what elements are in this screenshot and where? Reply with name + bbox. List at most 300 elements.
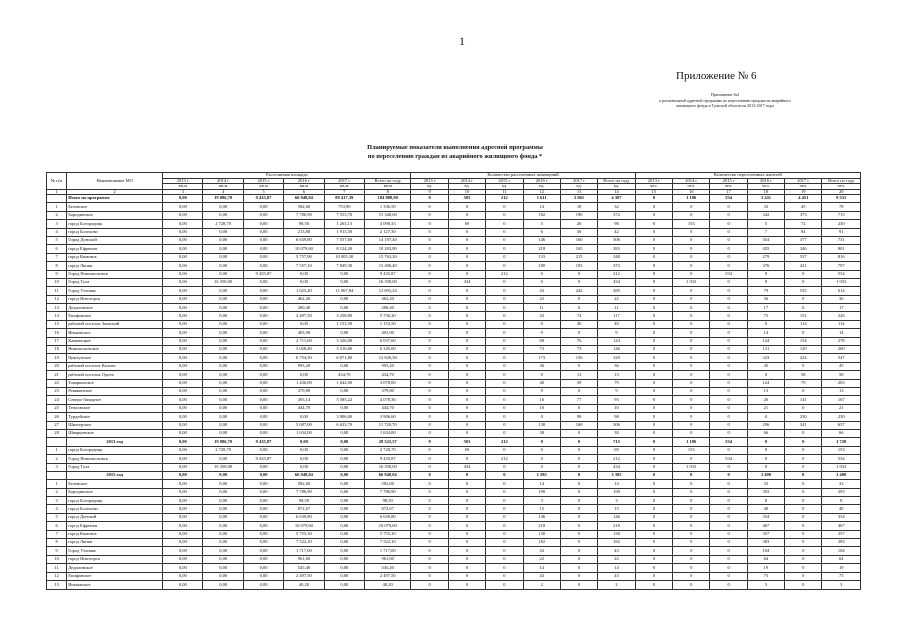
value-cell: 3 906,60 [324,413,364,421]
value-cell: 993,20 [284,362,324,370]
value-cell: 0,00 [243,329,283,337]
value-cell: 36 [560,228,597,236]
value-cell: 0 [710,488,747,496]
table-row [47,513,861,521]
value-cell: 0 [710,547,747,555]
value-cell: 0 [673,580,710,589]
value-cell: 0 [785,522,822,530]
value-cell: 0,00 [243,404,283,412]
value-cell: 373 [598,262,635,270]
value-cell: 1 717,00 [284,547,324,555]
value-cell: 2 728,70 [203,446,243,454]
value-cell: 9 [523,329,560,337]
value-cell: 69 [598,446,635,454]
value-cell: 0 [673,354,710,362]
value-cell: 0 [747,413,784,421]
value-cell: 0 [560,539,597,547]
value-cell: 354 [747,236,784,244]
value-cell: 0 [560,530,597,538]
value-cell: 66 948,04 [284,471,324,479]
value-cell: 5 757,90 [284,253,324,261]
value-cell: 26 [747,396,784,404]
value-cell: 0 [411,572,448,580]
value-cell: 16 358,00 [364,278,410,286]
value-cell: 66 948,04 [364,471,410,479]
value-cell: 230 [785,413,822,421]
value-cell: 19 086,70 [203,195,243,203]
value-cell: 0 [560,555,597,563]
column-number-cell: 2 [67,189,163,195]
value-cell: 280,40 [364,304,410,312]
value-cell: 0,00 [163,195,203,203]
value-cell: 354 [747,513,784,521]
value-cell: 0 [448,312,485,320]
table-row [47,320,861,328]
value-cell: 0 [710,572,747,580]
value-cell: 0 [411,547,448,555]
value-cell: 0,00 [163,262,203,270]
value-cell: 0,00 [203,354,243,362]
value-cell: 0 [635,304,672,312]
value-cell: 323 [747,354,784,362]
value-cell: 0 [710,463,747,471]
value-cell: 0 [448,270,485,278]
value-cell: 0 [710,564,747,572]
value-cell: 505 [448,195,485,203]
value-cell: 0,00 [163,404,203,412]
value-cell: 0 [486,320,523,328]
table-row [47,421,861,429]
value-cell: 0 [785,530,822,538]
value-cell: 0,00 [243,262,283,270]
value-cell: 36 [747,295,784,303]
row-number-cell: 13 [47,580,67,589]
value-cell: 0,00 [243,312,283,320]
value-cell: 0 [785,455,822,463]
value-cell: 0 [448,329,485,337]
value-cell: 33 [822,480,861,488]
value-cell: 3 906,60 [364,413,410,421]
value-cell: 0 [785,513,822,521]
value-cell: 146 [523,236,560,244]
value-cell: 0 [673,320,710,328]
value-cell: 0 [486,236,523,244]
value-cell: 0 [673,236,710,244]
value-cell: 0 [560,304,597,312]
value-cell: 0,00 [163,471,203,479]
row-number-cell: 28 [47,429,67,437]
value-cell: 10 [598,404,635,412]
value-cell: 0 [710,497,747,505]
value-cell: 0 [673,513,710,521]
value-cell: 0,00 [324,539,364,547]
value-cell: 146 [598,513,635,521]
value-cell: 0,00 [243,379,283,387]
table-row [47,371,861,379]
value-cell: 0,00 [324,455,364,463]
value-cell: 3 [523,497,560,505]
value-cell: 0 [486,513,523,521]
value-cell: 17 [822,304,861,312]
value-cell: 0,00 [324,480,364,488]
value-cell: 0,00 [243,463,283,471]
value-cell: 66 948,04 [284,195,324,203]
value-cell: 40 [747,505,784,513]
row-number-cell: 11 [47,564,67,572]
value-cell: 0,00 [243,555,283,563]
value-cell: 21 [747,404,784,412]
value-cell: 0 [710,387,747,395]
value-cell: 5 755,30 [364,530,410,538]
value-cell: 5 087,00 [284,421,324,429]
value-cell: 0 [785,555,822,563]
value-cell: 0 [635,203,672,211]
municipality-name-cell: город Кимовск [67,253,163,261]
value-cell: 0 [486,312,523,320]
value-cell: 168 [560,421,597,429]
value-cell: 0,00 [243,346,283,354]
value-cell: 0 [710,304,747,312]
table-row [47,580,861,589]
value-cell: 0,00 [324,530,364,538]
value-cell: 0 [486,379,523,387]
value-cell: 2 497,50 [284,572,324,580]
column-number-cell: 13 [560,189,597,195]
value-cell: 0,00 [163,522,203,530]
value-cell: 0,00 [324,304,364,312]
value-cell: 0 [673,262,710,270]
value-cell: 75 [747,312,784,320]
value-cell: 534 [710,195,747,203]
table-row [47,337,861,345]
value-cell: 0,00 [203,555,243,563]
value-cell: 0 [710,278,747,286]
value-cell: 0 [560,580,597,589]
value-cell: 0 [486,337,523,345]
table-row [47,555,861,563]
header-unit-area: кв.м [243,184,283,190]
value-cell: 0 [673,505,710,513]
value-cell: 2 728,70 [203,220,243,228]
value-cell: 75 [822,572,861,580]
value-cell: 184 888,00 [364,195,410,203]
value-cell: 124 [747,337,784,345]
value-cell: 0 [673,295,710,303]
column-number-cell: 11 [486,189,523,195]
header-year-area: 2015 г [243,178,283,184]
table-row [47,278,861,286]
value-cell: 0 [448,488,485,496]
value-cell: 637 [822,421,861,429]
value-cell: 0,00 [163,513,203,521]
value-cell: 0,00 [163,270,203,278]
value-cell: 614 [822,287,861,295]
value-cell: 0,00 [203,421,243,429]
value-cell: 10 079,60 [364,522,410,530]
value-cell: 3 078,00 [364,379,410,387]
value-cell: 1 033 [673,278,710,286]
value-cell: 14 [523,203,560,211]
value-cell: 377 [785,236,822,244]
row-number-cell: 9 [47,547,67,555]
row-number-cell: 16 [47,329,67,337]
value-cell: 0 [635,547,672,555]
value-cell: 11 720,70 [364,421,410,429]
value-cell: 0,00 [243,497,283,505]
value-cell: 0 [635,236,672,244]
value-cell: 0 [785,463,822,471]
value-cell: 212 [598,455,635,463]
value-cell: 0 [411,278,448,286]
row-number-cell: 23 [47,387,67,395]
table-row [47,396,861,404]
municipality-name-cell: Город Узловая [67,547,163,555]
value-cell: 218 [523,522,560,530]
value-cell: 3 241 [747,195,784,203]
municipality-name-cell: Епифанское [67,312,163,320]
value-cell: 0 [411,555,448,563]
value-cell: 0 [560,480,597,488]
municipality-name-cell: Северо-Западное [67,396,163,404]
value-cell: 280,40 [284,304,324,312]
value-cell: 14 [822,329,861,337]
value-cell: 9 [598,329,635,337]
value-cell: 0 [486,203,523,211]
value-cell: 7 786,90 [364,488,410,496]
value-cell: 0 [673,211,710,219]
municipality-name-cell: Город Узловая [67,287,163,295]
value-cell: 0,00 [324,438,364,446]
value-cell: 0 [411,354,448,362]
value-cell: 8 [822,497,861,505]
municipality-name-cell: рабочий поселок Одоев [67,371,163,379]
row-number-cell: 7 [47,253,67,261]
value-cell: 1 642,00 [324,379,364,387]
column-number-cell: 20 [822,189,861,195]
value-cell: 0 [411,580,448,589]
value-cell: 0 [673,480,710,488]
value-cell: 0 [785,295,822,303]
value-cell: 0 [635,337,672,345]
value-cell: 797 [822,262,861,270]
header-year-area: 2013 г [163,178,203,184]
value-cell: 224 [785,354,822,362]
value-cell: 156 [560,354,597,362]
value-cell: 0 [785,446,822,454]
value-cell: 212 [598,270,635,278]
value-cell: 0 [673,228,710,236]
value-cell: 2 711,60 [284,337,324,345]
value-cell: 0,00 [163,253,203,261]
value-cell: 1 436,00 [284,379,324,387]
value-cell: 0 [448,253,485,261]
header-unit-people: чел. [635,184,672,190]
value-cell: 0,00 [163,228,203,236]
value-cell: 0 [673,270,710,278]
indicators-table [46,172,861,590]
header-year-people: 2016 г [747,178,784,184]
value-cell: 0 [673,362,710,370]
value-cell: 153 [822,446,861,454]
value-cell: 961,60 [364,555,410,563]
value-cell: 0 [486,228,523,236]
value-cell: 0 [747,446,784,454]
value-cell: 0,00 [324,463,364,471]
value-cell: 0 [710,329,747,337]
value-cell: 0 [411,455,448,463]
value-cell: 0 [523,270,560,278]
value-cell: 69 [448,220,485,228]
value-cell: 0 [635,438,672,446]
value-cell: 0 [635,312,672,320]
value-cell: 462,20 [364,295,410,303]
value-cell: 0 [673,245,710,253]
row-number-cell: 1 [47,480,67,488]
value-cell: 0 [785,387,822,395]
table-row [47,203,861,211]
value-cell: 0 [448,580,485,589]
municipality-name-cell: город Ефремов [67,245,163,253]
table-row [47,262,861,270]
value-cell: 0,00 [203,488,243,496]
value-cell: 0,00 [163,580,203,589]
row-number-cell: 3 [47,497,67,505]
value-cell: 534 [822,270,861,278]
value-cell: 0 [635,295,672,303]
value-cell: 0 [785,564,822,572]
value-cell: 0 [448,354,485,362]
table-row [47,539,861,547]
value-cell: 0 [710,505,747,513]
value-cell: 75 [747,572,784,580]
municipality-name-cell: Белевское [67,480,163,488]
value-cell: 14 197,40 [364,236,410,244]
value-cell: 0,00 [243,564,283,572]
value-cell: 9 [523,387,560,395]
value-cell: 0 [673,337,710,345]
value-cell: 0 [560,455,597,463]
table-row [47,413,861,421]
municipality-name-cell: город Болохово [67,505,163,513]
value-cell: 38 [523,429,560,437]
value-cell: 0 [635,362,672,370]
value-cell: 0,00 [243,522,283,530]
value-cell: 0 [486,287,523,295]
value-cell: 14 [523,480,560,488]
value-cell: 0 [710,262,747,270]
value-cell: 0,00 [163,438,203,446]
value-cell: 0 [411,488,448,496]
municipality-name-cell: Никольсковское [67,346,163,354]
value-cell: 0 [635,480,672,488]
value-cell: 0,00 [243,488,283,496]
value-cell: 173 [523,354,560,362]
value-cell: 0 [486,463,523,471]
municipality-name-cell: Шкотерское [67,421,163,429]
value-cell: 0,00 [203,497,243,505]
document-title [320,143,590,161]
value-cell: 7 849,30 [324,262,364,270]
value-cell: 0 [747,438,784,446]
column-number-cell: 19 [785,189,822,195]
value-cell: 0,00 [203,211,243,219]
value-cell: 0,00 [243,236,283,244]
value-cell: 45 [747,362,784,370]
value-cell: 0 [635,513,672,521]
value-cell: 6 633,70 [324,421,364,429]
value-cell: 0 [411,195,448,203]
table-row [47,295,861,303]
table-row [47,530,861,538]
value-cell: 0,00 [203,329,243,337]
value-cell: 0 [448,346,485,354]
value-cell: 0 [411,295,448,303]
table-row [47,497,861,505]
value-cell: 73 [523,346,560,354]
value-cell: 0,00 [243,320,283,328]
value-cell: 190 [523,488,560,496]
value-cell: 6 639,80 [284,513,324,521]
column-number-cell: 12 [523,189,560,195]
value-cell: 0 [523,463,560,471]
value-cell: 0 [673,547,710,555]
row-number-cell: 8 [47,539,67,547]
value-cell: 0 [486,253,523,261]
value-cell: 0 [411,471,448,479]
value-cell: 0 [635,564,672,572]
table-row [47,488,861,496]
value-cell: 18 203,80 [364,245,410,253]
value-cell: 133 [523,253,560,261]
value-cell: 91 [822,228,861,236]
value-cell: 537 [785,253,822,261]
value-cell: 64 [747,555,784,563]
value-cell: 0,00 [324,429,364,437]
value-cell: 36 [598,362,635,370]
value-cell: 0 [486,295,523,303]
value-cell: 0 [411,396,448,404]
row-number-cell: 22 [47,379,67,387]
value-cell: 372 [598,211,635,219]
value-cell: 12 693,24 [364,287,410,295]
value-cell: 15 [523,505,560,513]
value-cell: 0 [411,429,448,437]
value-cell: 7 522,10 [284,539,324,547]
value-cell: 0 [486,329,523,337]
value-cell: 230 [822,413,861,421]
value-cell: 3 028,40 [284,346,324,354]
value-cell: 0 [710,446,747,454]
value-cell: 11 067,84 [324,287,364,295]
table-row [47,346,861,354]
value-cell: 0,00 [284,455,324,463]
value-cell: 0 [448,304,485,312]
value-cell: 117 [598,312,635,320]
value-cell: 0 [448,564,485,572]
value-cell: 0,00 [284,446,324,454]
value-cell: 7 [747,228,784,236]
value-cell: 16 [523,396,560,404]
value-cell: 21 [822,404,861,412]
row-number-cell: 21 [47,371,67,379]
value-cell: 151 [785,312,822,320]
value-cell: 104 [822,547,861,555]
value-cell: 6 [523,228,560,236]
value-cell: 0 [673,539,710,547]
value-cell: 40 [523,379,560,387]
value-cell: 43 [523,312,560,320]
value-cell: 434 [448,278,485,286]
